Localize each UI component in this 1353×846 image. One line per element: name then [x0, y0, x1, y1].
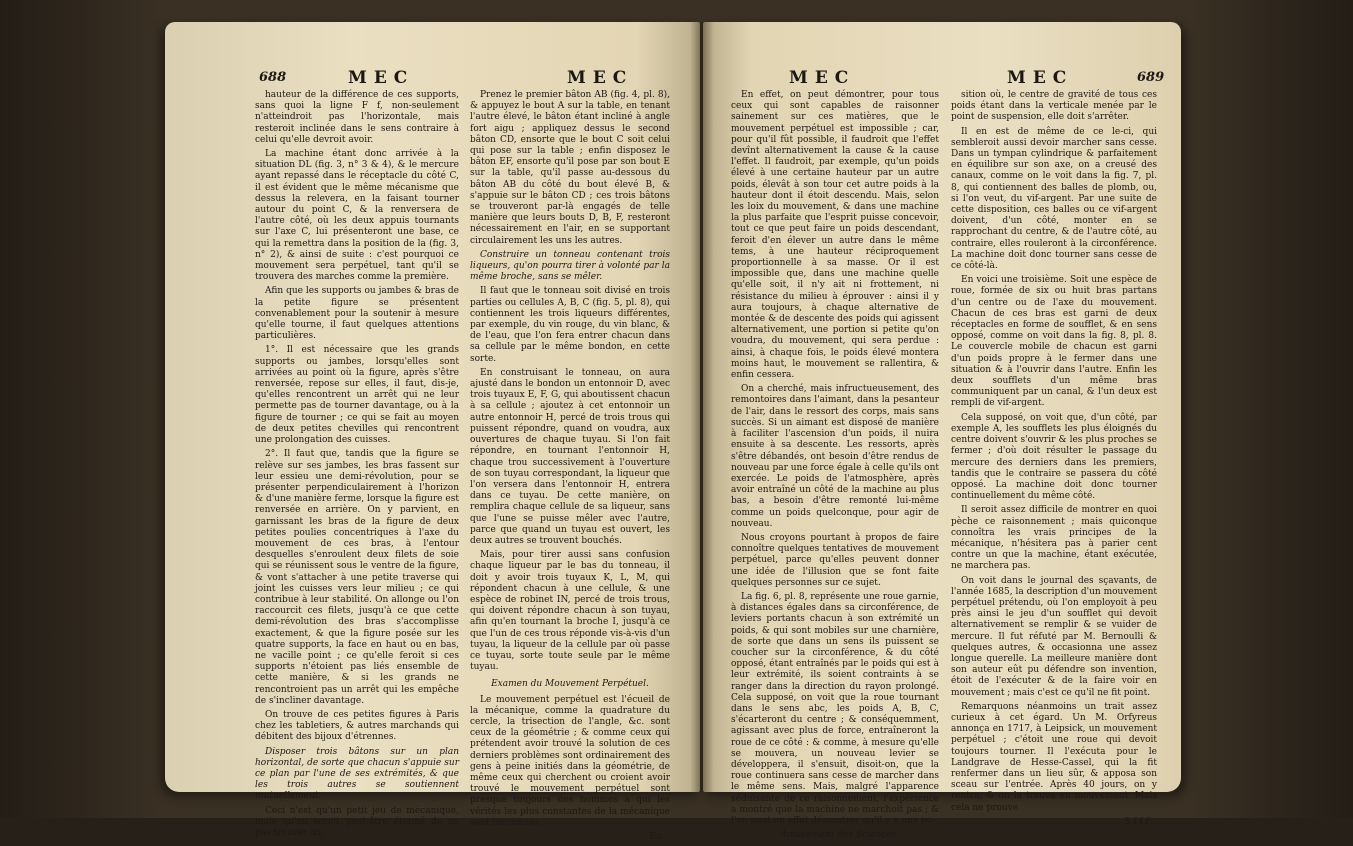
catchword: En	[649, 832, 662, 842]
running-header: MEC	[348, 68, 415, 88]
running-header: MEC	[567, 68, 634, 88]
running-header: MEC	[1007, 68, 1074, 88]
paragraph: On voit dans le journal des sçavants, de l'année 1685, la description d'un mouvement perpétuel prétendu, où l'on employoit à peu près ainsi le jeu d'un soufflet qui devoit alternativement se remplir & se vuider de mercure. Il fut réfuté par M. Bernoulli & quelques autres, & occasionna une assez longue querelle. La meilleure manière dont son auteur eût pu défendre son invention, étoit de l'exécuter & de la faire voir en mouvement ; mais c'est ce qu'il ne fit point.	[951, 575, 1157, 698]
paragraph: On trouve de ces petites figures à Paris chez les tabletiers, & autres marchands qui débitent des bijoux d'étrennes.	[255, 709, 459, 743]
signature-mark: S f f f	[1124, 816, 1149, 827]
text-column-1	[255, 90, 459, 842]
paragraph: hauteur de la différence de ces supports, sans quoi la ligne F f, non-seulement n'atteindroit pas l'horizontale, mais resteroit inclinée dans le sens contraire à celui qu'elle devroit avoir.	[255, 90, 459, 145]
page-number: 689	[1137, 70, 1165, 85]
paragraph: La machine étant donc arrivée à la situation DL (fig. 3, n° 3 & 4), & le mercure ayant repassé dans le réceptacle du côté C, il est évident que le même mécanisme que dessus la relevera, en la faisant tourner autour du point C, & la renversera de l'autre côté, où les deux appuis tournants sur l'axe C, lui présenteront une base, ce qui la remettra dans la position de la (fig. 3, n° 2), & ainsi de suite : c'est pourquoi ce mouvement sera perpétuel, tant qu'il se trouvera des marches comme la première.	[255, 149, 459, 283]
paragraph: Il seroit assez difficile de montrer en quoi pèche ce raisonnement ; mais quiconque connoîtra les vrais principes de la mécanique, n'hésitera pas à parier cent contre un que la machine, étant exécutée, ne marchera pas.	[951, 505, 1157, 572]
paragraph: Il en est de même de ce le-ci, qui sembleroit aussi devoir marcher sans cesse. Dans un tympan cylindrique & parfaitement en équilibre sur son axe, on a creusé des canaux, comme on le voit dans la fig. 7, pl. 8, qui contiennent des balles de plomb, ou, si l'on veut, du vif-argent. Par une suite de cette disposition, ces balles ou ce vif-argent doivent, d'un côté, monter en se rapprochant du centre, & de l'autre côté, au contraire, elles rouleront à la circonférence. La machine doit donc tourner sans cesse de ce côté-là.	[951, 126, 1157, 272]
paragraph: Mais, pour tirer aussi sans confusion chaque liqueur par le bas du tonneau, il doit y avoir trois tuyaux K, L, M, qui répondent chacun à une cellule, & une espèce de robinet IN, percé de trois trous, qui doivent répondre chacun à son tuyau, afin qu'en tournant la broche I, jusqu'à ce que l'un de ces trous réponde vis-à-vis d'un tuyau, la liqueur de la cellule par où passe ce tuyau, sorte toute seule par le même tuyau.	[470, 550, 670, 673]
paragraph: On a cherché, mais infructueusement, des remontoires dans l'aimant, dans la pesanteur de l'air, dans le ressort des corps, mais sans succès. Si un aimant est disposé de manière à faciliter l'ascension d'un poids, il nuira ensuite à sa descente. Les ressorts, après s'être débandés, ont besoin d'être rendus de nouveau par une force égale à celle qu'ils ont exercée. Le poids de l'atmosphère, après avoir entraîné un côté de la machine au plus bas, a besoin d'être remonté lui-même comme un poids quelconque, pour agir de nouveau.	[731, 384, 939, 529]
paragraph: Nous croyons pourtant à propos de faire connoître quelques tentatives de mouvement perpétuel, parce qu'elles peuvent donner une idée de l'illusion que se font faite quelques personnes sur ce sujet.	[731, 532, 939, 588]
paragraph: 1°. Il est nécessaire que les grands supports ou jambes, lorsqu'elles sont arrivées au point où la figure, après s'être renversée, repose sur elles, il faut, dis-je, qu'elles rencontrent un arrêt qui ne leur permette pas de tourner davantage, ou à la figure de tourner ; ce qui se fait au moyen de deux petites chevilles qui rencontrent une prolongation des cuisses.	[255, 345, 459, 446]
right-page	[703, 22, 1181, 841]
paragraph: En effet, on peut démontrer, pour tous ceux qui sont capables de raisonner sainement sur ces matières, que le mouvement perpétuel est impossible ; car, pour qu'il fût possible, il faudroit que l'effet devînt alternativement la cause & la cause l'effet. Il faudroit, par exemple, qu'un poids élevé à une certaine hauteur par un autre poids, élevât à son tour cet autre poids à la hauteur dont il étoit descendu. Mais, selon les loix du mouvement, & dans une machine la plus parfaite que l'esprit puisse concevoir, tout ce que peut faire un poids descendant, feroit d'en élever un autre dans le même tems, à une hauteur réciproquement proportionnelle à sa masse. Or il est impossible que, dans une machine quelle qu'elle soit, il n'y ait ni frottement, ni résistance du milieu à éprouver : ainsi il y aura toujours, à chaque alternative de montée & de descente des poids qui agissent alternativement, une portion si petite qu'on voudra, du mouvement, qui sera perdue : ainsi, à chaque fois, le poids élevé montera moins haut, le mouvement se rallentira, & enfin cessera.	[731, 90, 939, 381]
section-title: Examen du Mouvement Perpétuel.	[491, 679, 649, 690]
page-number: 688	[259, 70, 287, 85]
paragraph: Cela supposé, on voit que, d'un côté, par exemple A, les soufflets les plus éloignés du centre doivent s'ouvrir & les plus proches se fermer ; d'où doit résulter le passage du mercure des derniers dans les premiers, tandis que le contraire se passera du côté opposé. La machine doit donc tourner continuellement du même côté.	[951, 412, 1157, 502]
problem-heading: Disposer trois bâtons sur un plan horizontal, de sorte que chacun s'appuie sur ce plan par l'une de ses extrémités, & que les trois autres se soutiennent mutuellement.	[255, 746, 459, 802]
paragraph: 2°. Il faut que, tandis que la figure se relève sur ses jambes, les bras fassent sur leur essieu une demi-révolution, pour se présenter perpendiculairement à l'horizon & d'une manière ferme, lorsque la figure est renversée en arrière. On y parvient, en garnissant les bras de la figure de deux petites poulies concentriques à l'axe du mouvement de ces bras, à l'entour desquelles s'enroulent deux filets de soie qui se réunissent sous le ventre de la figure, & vont s'attacher à une petite traverse qui joint les cuisses vers leur milieu ; ce qui contribue à leur stabilité. On allonge ou l'on raccourcit ces filets, jusqu'à ce que cette demi-révolution des bras s'accomplisse exactement, & que la figure posée sur les quatre supports, la face en haut ou en bas, ne vacille point ; ce qu'elle feroit si ces supports n'étoient pas liés ensemble de cette manière, & si les grands ne rencontroient pas un arrêt qui les empêche de s'incliner davantage.	[255, 449, 459, 706]
text-column-2	[470, 90, 670, 846]
left-page	[165, 22, 700, 842]
paragraph: Prenez le premier bâton AB (fig. 4, pl. 8), & appuyez le bout A sur la table, en tenant l'autre élevé, le bâton étant incliné à angle fort aigu ; appliquez dessus le second bâton CD, ensorte que le bout C soit celui qui pose sur la table ; enfin disposez le bâton EF, ensorte qu'il pose par son bout E sur la table, qu'il passe au-dessous du bâton AB du côté du bout élevé B, & s'appuie sur le bâton CD ; ces trois bâtons se trouveront par-là engagés de telle manière que leurs bouts D, B, F, resteront nécessairement en l'air, en se supportant circulairement les uns les autres.	[470, 90, 670, 246]
paragraph: Remarquons néanmoins un trait assez curieux à cet égard. Un M. Orfyreus annonça en 1717, à Leipsick, un mouvement perpétuel ; c'étoit une roue qui devoit toujours tourner. Il l'exécuta pour le Landgrave de Hesse-Cassel, qui la fit renfermer dans un lieu sûr, & apposa son sceau sur l'entrée. Après 40 jours, on y rentra, & on la trouva en mouvement. Mais cela ne prouve	[951, 701, 1157, 813]
paragraph: sition où, le centre de gravité de tous ces poids étant dans la verticale menée par le point de suspension, elle doit s'arrêter.	[951, 90, 1157, 123]
paragraph: Il faut que le tonneau soit divisé en trois parties ou cellules A, B, C (fig. 5, pl. 8), qui contiennent les trois liqueurs différentes, par exemple, du vin rouge, du vin blanc, & de l'eau, que l'on fera entrer chacun dans sa cellule par le même bondon, en cette sorte.	[470, 286, 670, 364]
running-header: MEC	[789, 68, 856, 88]
paragraph: Afin que les supports ou jambes & bras de la petite figure se présentent convenablement pour la soutenir à mesure qu'elle tourne, il faut quelques attentions particulières.	[255, 286, 459, 342]
footer-title: Amusement des Sciences.	[780, 830, 899, 841]
paragraph: Le mouvement perpétuel est l'écueil de la mécanique, comme la quadrature du cercle, la trisection de l'angle, &c. sont ceux de la géométrie ; & comme ceux qui prétendent avoir trouvé la solution de ces derniers problèmes sont ordinairement des gens à peine initiés dans la géométrie, de même ceux qui cherchent ou croient avoir trouvé le mouvement perpétuel sont presque toujours des hommes à qui les vérités les plus constantes de la mécanique sont inconnues.	[470, 694, 670, 828]
paragraph: La fig. 6, pl. 8, représente une roue garnie, à distances égales dans sa circonférence, de leviers portants chacun à son extrémité un poids, & qui sont mobiles sur une charnière, de sorte que dans un sens ils puissent se coucher sur la circonférence, & du côté opposé, étant entraînés par le poids qui est à leur extrémité, ils soient contraints à se ranger dans la direction du rayon prolongé. Cela supposé, on voit que la roue tournant dans le sens abc, les poids A, B, C, s'écarteront du centre ; & conséquemment, agissant avec plus de force, entraîneront la roue de ce côté : & comme, à mesure qu'elle se mouvera, un nouveau levier se développera, il s'ensuit, disoit-on, que la roue continuera sans cesse de marcher dans le même sens. Mais, malgré l'apparence séduisante de ce raisonnement, l'expérience a montré que la machine ne marchoit pas ; & l'on peut en effet démontrer qu'il y a une po-	[731, 591, 939, 826]
paragraph: En voici une troisième. Soit une espèce de roue, formée de six ou huit bras partans d'un centre ou de l'axe du mouvement. Chacun de ces bras est garni de deux réceptacles en forme de soufflet, & en sens opposé, comme on voit dans la fig. 8, pl. 8. Le couvercle mobile de chacun est garni d'un poids propre à le fermer dans une situation & à l'ouvrir dans l'autre. Enfin les deux soufflets d'un même bras communiquent par un canal, & l'un deux est rempli de vif-argent.	[951, 275, 1157, 409]
paragraph: Ceci n'est qu'un petit jeu de mécanique, mais qu'on seroit peut-être étonné de ne pas trouver ici.	[255, 805, 459, 838]
text-column-2	[951, 90, 1157, 831]
problem-heading: Construire un tonneau contenant trois liqueurs, qu'on pourra tirer à volonté par la même broche, sans se mêler.	[470, 249, 670, 283]
text-column-1	[731, 90, 939, 844]
paragraph: En construisant le tonneau, on aura ajusté dans le bondon un entonnoir D, avec trois tuyaux E, F, G, qui aboutissent chacun à sa cellule ; ajoutez à cet entonnoir un autre entonnoir H, percé de trois trous qui puissent répondre, quand on voudra, aux ouvertures de chaque tuyau. Si l'on fait répondre, en tournant l'entonnoir H, chaque trou successivement à l'ouverture de son tuyau correspondant, la liqueur que l'on versera dans l'entonnoir H, entrera dans ce tuyau. De cette manière, on remplira chaque cellule de sa liqueur, sans que l'une se puisse mêler avec l'autre, parce que quand un tuyau est ouvert, les deux autres se trouvent bouchés.	[470, 367, 670, 546]
